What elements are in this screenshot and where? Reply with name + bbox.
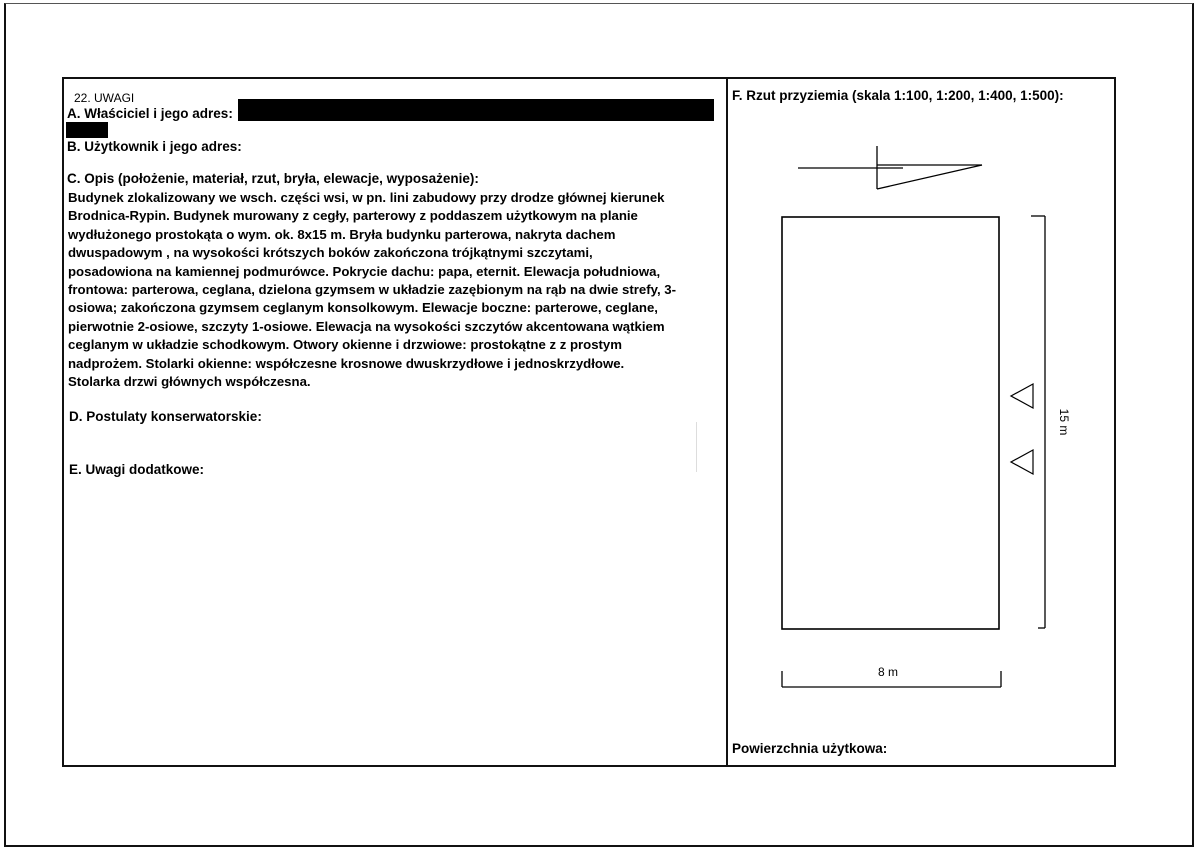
description-line: ceglanym w układzie schodkowym. Otwory okienne i drzwiowe: prostokątne z z prostym (68, 337, 622, 353)
building-outline (782, 217, 999, 629)
redacted-owner-address-cont (66, 122, 108, 138)
description-label: C. Opis (położenie, materiał, rzut, bryła, elewacje, wyposażenie): (67, 171, 479, 186)
usable-area-label: Powierzchnia użytkowa: (732, 741, 888, 756)
description-line: Stolarka drzwi głównych współczesna. (68, 374, 311, 390)
remarks-section (64, 79, 726, 765)
postulates-label: D. Postulaty konserwatorskie: (69, 409, 262, 424)
scan-artifact-line (696, 422, 697, 472)
plan-title: F. Rzut przyziemia (skala 1:100, 1:200, 1:400, 1:500): (732, 88, 1064, 103)
description-text (68, 189, 728, 391)
description-line: nadprożem. Stolarki okienne: współczesne krosnowe dwuskrzydłowe i jednoskrzydłowe. (68, 355, 625, 371)
user-label: B. Użytkownik i jego adres: (67, 139, 242, 154)
description-line: wydłużonego prostokąta o wym. ok. 8x15 m. Bryła budynku parterowa, nakryta dachem (68, 226, 616, 242)
description-line: posadowiona na kamiennej podmurówce. Pokrycie dachu: papa, eternit. Elewacja południowa, (68, 263, 661, 279)
description-line: Brodnica-Rypin. Budynek murowany z cegły, parterowy z poddaszem użytkowym na planie (68, 208, 638, 224)
length-label: 15 m (1057, 408, 1071, 436)
remarks-label: E. Uwagi dodatkowe: (69, 462, 205, 477)
ground-plan-drawing (728, 79, 1114, 765)
description-line: Budynek zlokalizowany we wsch. części wsi, w pn. lini zabudowy przy drodze głównej kierunek (68, 190, 665, 205)
entrance-triangle-icon (1011, 384, 1033, 408)
description-line: frontowa: parterowa, ceglana, dzielona gzymsem w układzie zazębionym na rąb na dwie strefy, 3- (68, 282, 677, 298)
length-dimension-line (1031, 216, 1045, 628)
description-line: osiowa; zakończona gzymsem ceglanym konsolkowym. Elewacje boczne: parterowe, ceglane, (68, 300, 658, 316)
entrance-triangle-icon (1011, 450, 1033, 474)
north-arrow-icon (798, 146, 982, 189)
description-line: dwuspadowym , na wysokości krótszych boków zakończona trójkątnymi szczytami, (68, 245, 593, 261)
redacted-owner-address (238, 99, 714, 121)
width-label: 8 m (877, 665, 899, 679)
ground-plan-section (728, 79, 1114, 765)
section-number: 22. UWAGI (74, 91, 135, 105)
owner-label: A. Właściciel i jego adres: (67, 106, 233, 121)
description-line: pierwotnie 2-osiowe, szczyty 1-osiowe. Elewacja na wysokości szczytów akcentowana wątkiem (68, 318, 665, 334)
